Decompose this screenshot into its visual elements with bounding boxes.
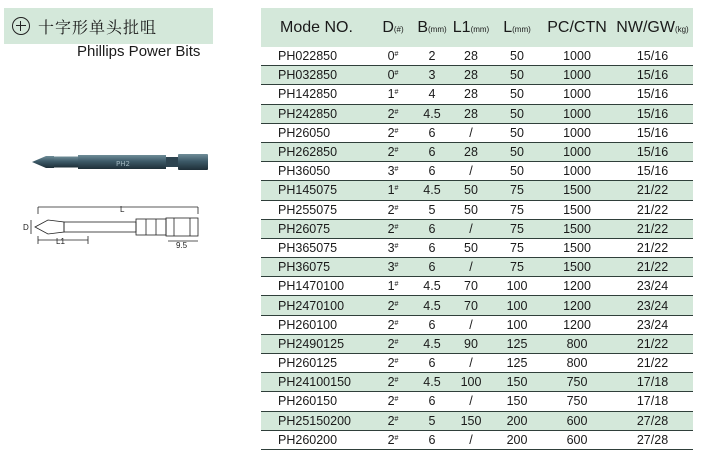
cell-nwgw: 23/24 [612,296,693,315]
table-body [261,47,693,449]
cell-b: 4.5 [414,181,450,200]
cell-pc: 1000 [542,142,612,161]
cell-l: 200 [492,411,542,430]
cell-nwgw: 21/22 [612,258,693,277]
cell-b: 6 [414,354,450,373]
cell-nwgw: 27/28 [612,430,693,449]
product-title-cn: 十字形单头批咀 [38,17,158,37]
cell-model: PH032850 [261,66,372,85]
table-row [261,104,693,123]
table-row [261,258,693,277]
cell-d: 2# [372,219,414,238]
cell-d: 0# [372,47,414,66]
cell-l1: 28 [450,47,492,66]
cell-l1: 70 [450,296,492,315]
cell-model: PH255075 [261,200,372,219]
column-header: L(mm) [492,8,542,47]
cell-model: PH26075 [261,219,372,238]
cell-l: 150 [492,392,542,411]
cell-l: 50 [492,104,542,123]
cell-d: 2# [372,142,414,161]
cell-pc: 800 [542,354,612,373]
cell-l: 75 [492,258,542,277]
bit-engraving: PH2 [116,160,130,168]
cell-nwgw: 21/22 [612,200,693,219]
cell-d: 3# [372,238,414,257]
cell-model: PH142850 [261,85,372,104]
cell-nwgw: 23/24 [612,277,693,296]
cell-nwgw: 21/22 [612,354,693,373]
cell-nwgw: 21/22 [612,334,693,353]
cell-l1: / [450,258,492,277]
cell-l1: / [450,162,492,181]
table-row [261,66,693,85]
cell-nwgw: 21/22 [612,238,693,257]
cell-l: 50 [492,162,542,181]
cell-l: 50 [492,123,542,142]
cell-model: PH365075 [261,238,372,257]
cell-model: PH26050 [261,123,372,142]
cell-b: 6 [414,258,450,277]
column-header: NW/GW(kg) [612,8,693,47]
dim-D-label: D [23,223,29,232]
cell-nwgw: 17/18 [612,392,693,411]
cell-model: PH260100 [261,315,372,334]
cell-l: 50 [492,47,542,66]
cell-l1: 70 [450,277,492,296]
cell-model: PH2490125 [261,334,372,353]
table-row [261,430,693,449]
cell-nwgw: 21/22 [612,219,693,238]
cell-l: 50 [492,85,542,104]
table-row [261,85,693,104]
cell-pc: 1200 [542,277,612,296]
cell-nwgw: 15/16 [612,85,693,104]
cell-b: 5 [414,411,450,430]
cell-pc: 1000 [542,123,612,142]
cell-d: 1# [372,85,414,104]
cell-l1: 90 [450,334,492,353]
cell-nwgw: 27/28 [612,411,693,430]
cell-pc: 1000 [542,104,612,123]
cell-l: 75 [492,181,542,200]
cell-nwgw: 17/18 [612,373,693,392]
cell-pc: 800 [542,334,612,353]
cell-l1: / [450,315,492,334]
cell-b: 6 [414,123,450,142]
cell-pc: 750 [542,373,612,392]
cell-nwgw: 21/22 [612,181,693,200]
cell-l1: 150 [450,411,492,430]
cell-model: PH36050 [261,162,372,181]
cell-b: 5 [414,200,450,219]
column-header: PC/CTN [542,8,612,47]
table-row [261,162,693,181]
table-row [261,47,693,66]
cell-pc: 600 [542,430,612,449]
cell-l1: 50 [450,238,492,257]
column-header: D(#) [372,8,414,47]
cell-l: 100 [492,315,542,334]
spec-table [261,8,693,450]
cell-l1: 28 [450,142,492,161]
cell-l: 200 [492,430,542,449]
table-header-row [261,8,693,47]
cell-pc: 1200 [542,315,612,334]
cell-d: 1# [372,181,414,200]
cell-pc: 1000 [542,66,612,85]
table-row [261,181,693,200]
bit-illustration [23,150,218,255]
cell-nwgw: 15/16 [612,162,693,181]
column-header: Mode NO. [261,8,372,47]
cell-b: 6 [414,238,450,257]
cell-b: 2 [414,47,450,66]
cell-nwgw: 23/24 [612,315,693,334]
cell-model: PH260125 [261,354,372,373]
cell-model: PH2470100 [261,296,372,315]
table-row [261,238,693,257]
product-title-en: Phillips Power Bits [77,43,201,60]
table-row [261,315,693,334]
cell-b: 6 [414,219,450,238]
cell-d: 2# [372,334,414,353]
cell-d: 3# [372,162,414,181]
cell-d: 1# [372,277,414,296]
cell-pc: 1500 [542,219,612,238]
cell-model: PH242850 [261,104,372,123]
cell-b: 4.5 [414,104,450,123]
cell-l1: / [450,123,492,142]
dim-L1-label: L1 [56,237,65,246]
cell-l1: 50 [450,200,492,219]
cell-pc: 1500 [542,200,612,219]
table-row [261,219,693,238]
column-header: B(mm) [414,8,450,47]
cell-d: 2# [372,200,414,219]
table-row [261,296,693,315]
cell-l1: / [450,219,492,238]
dim-hex-label: 9.5 [176,241,188,250]
cell-pc: 600 [542,411,612,430]
table-row [261,277,693,296]
cell-l1: 100 [450,373,492,392]
cell-l: 125 [492,354,542,373]
column-header: L1(mm) [450,8,492,47]
dim-L-label: L [120,205,125,214]
cell-l: 75 [492,238,542,257]
table-row [261,411,693,430]
cell-b: 3 [414,66,450,85]
cell-model: PH260150 [261,392,372,411]
cell-d: 2# [372,411,414,430]
table-row [261,354,693,373]
table-row [261,200,693,219]
cell-model: PH36075 [261,258,372,277]
cell-d: 3# [372,258,414,277]
cell-b: 6 [414,162,450,181]
cell-l1: / [450,354,492,373]
cell-pc: 1000 [542,85,612,104]
cell-model: PH25150200 [261,411,372,430]
cell-l: 75 [492,200,542,219]
cell-model: PH262850 [261,142,372,161]
bit-photo [32,154,208,170]
cell-pc: 1500 [542,181,612,200]
cell-l1: 28 [450,104,492,123]
cell-b: 4.5 [414,296,450,315]
cell-pc: 1200 [542,296,612,315]
cell-d: 2# [372,104,414,123]
cell-nwgw: 15/16 [612,104,693,123]
cell-pc: 1000 [542,162,612,181]
cell-b: 6 [414,142,450,161]
cell-model: PH022850 [261,47,372,66]
table-row [261,123,693,142]
cell-l: 150 [492,373,542,392]
cell-b: 6 [414,315,450,334]
cell-d: 2# [372,392,414,411]
phillips-plus-icon [12,17,30,35]
cell-l1: / [450,430,492,449]
cell-model: PH24100150 [261,373,372,392]
table-row [261,373,693,392]
cell-d: 2# [372,354,414,373]
cell-l: 100 [492,277,542,296]
cell-model: PH145075 [261,181,372,200]
cell-l1: / [450,392,492,411]
cell-l1: 50 [450,181,492,200]
cell-nwgw: 15/16 [612,66,693,85]
cell-b: 4 [414,85,450,104]
cell-l: 50 [492,142,542,161]
cell-b: 4.5 [414,277,450,296]
cell-b: 6 [414,430,450,449]
cell-pc: 1000 [542,47,612,66]
cell-d: 2# [372,430,414,449]
cell-l: 100 [492,296,542,315]
table-row [261,334,693,353]
cell-model: PH260200 [261,430,372,449]
cell-b: 4.5 [414,373,450,392]
cell-nwgw: 15/16 [612,142,693,161]
cell-pc: 1500 [542,238,612,257]
cell-b: 6 [414,392,450,411]
cell-d: 0# [372,66,414,85]
cell-l1: 28 [450,85,492,104]
cell-nwgw: 15/16 [612,123,693,142]
cell-model: PH1470100 [261,277,372,296]
cell-d: 2# [372,123,414,142]
product-title-bar [4,8,213,44]
cell-nwgw: 15/16 [612,47,693,66]
cell-l: 125 [492,334,542,353]
table-row [261,142,693,161]
cell-d: 2# [372,296,414,315]
cell-l: 75 [492,219,542,238]
cell-b: 4.5 [414,334,450,353]
cell-pc: 750 [542,392,612,411]
cell-d: 2# [372,373,414,392]
cell-l: 50 [492,66,542,85]
cell-d: 2# [372,315,414,334]
cell-pc: 1500 [542,258,612,277]
table-row [261,392,693,411]
cell-l1: 28 [450,66,492,85]
